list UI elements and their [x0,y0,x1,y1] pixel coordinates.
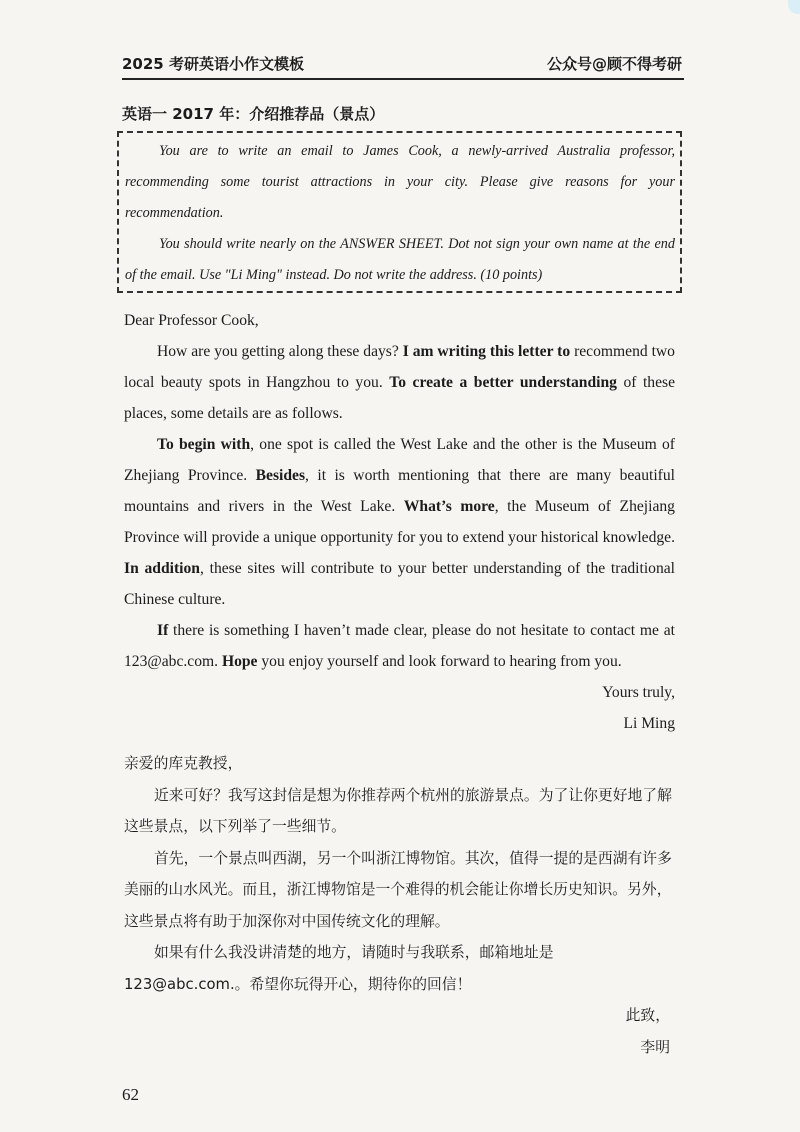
chinese-translation [124,748,676,1063]
key-phrase: If [157,622,169,639]
key-phrase: I am writing this letter to [402,343,571,360]
letter-signature: Li Ming [623,715,675,732]
task-prompt-box [117,131,682,293]
header-divider [122,78,684,80]
header-account: 公众号@顾不得考研 [546,55,682,73]
translation-signature: 李明 [640,1038,670,1056]
english-letter [124,305,675,739]
corner-mark [788,0,800,14]
task-paragraph: You are to write an email to James Cook, a newly-arrived Australia professor, recommending some tourist attractions in your city. Please give reasons for your recommendation. [125,143,675,221]
key-phrase: To begin with [157,436,251,453]
translation-salutation: 亲爱的库克教授， [124,755,243,772]
letter-salutation: Dear Professor Cook, [124,312,259,329]
translation-closing: 此致， [625,1007,670,1024]
header-book-title: 2025 考研英语小作文模板 [122,55,304,73]
translation-paragraph: 如果有什么我没讲清楚的地方，请随时与我联系，邮箱地址是 123@abc.com.。希望你玩得开心，期待你的回信！ [124,944,554,993]
task-paragraph: You should write nearly on the ANSWER SHEET. Dot not sign your own name at the end of the email. Use "Li Ming" instead. Do not write the address. (10 points) [125,236,675,283]
page-number: 62 [122,1085,139,1104]
letter-paragraph: To begin with, one spot is called the West Lake and the other is the Museum of Zhejiang Province. Besides, it is worth mentioning that there are many beautiful mountains and rivers in the West Lake. What’s more, the Museum of Zhejiang Province will provide a unique opportunity for you to extend your historical knowledge. In addition, these sites will contribute to your better understanding of the traditional Chinese culture. [124,436,676,608]
translation-paragraph: 首先，一个景点叫西湖，另一个叫浙江博物馆。其次，值得一提的是西湖有许多美丽的山水风光。而且，浙江博物馆是一个难得的机会能让你增长历史知识。另外，这些景点将有助于加深你对中国传统文化的理解。 [124,849,672,930]
key-phrase: What’s more [403,498,495,515]
letter-paragraph: How are you getting along these days? I am writing this letter to recommend two local beauty spots in Hangzhou to you. To create a better understanding of these places, some details are as follows. [124,343,676,422]
key-phrase: Besides [255,467,306,484]
letter-paragraph: If there is something I haven’t made clear, please do not hesitate to contact me at 123@abc.com. Hope you enjoy yourself and look forward to hearing from you. [124,622,675,670]
key-phrase: Hope [221,653,258,670]
key-phrase: In addition [124,560,200,577]
key-phrase: To create a better understanding [389,374,617,391]
section-title: 英语一 2017 年：介绍推荐品（景点） [122,105,385,123]
running-header [122,51,682,75]
letter-closing: Yours truly, [602,684,675,701]
translation-paragraph: 近来可好？我写这封信是想为你推荐两个杭州的旅游景点。为了让你更好地了解这些景点，以下列举了一些细节。 [124,786,672,835]
